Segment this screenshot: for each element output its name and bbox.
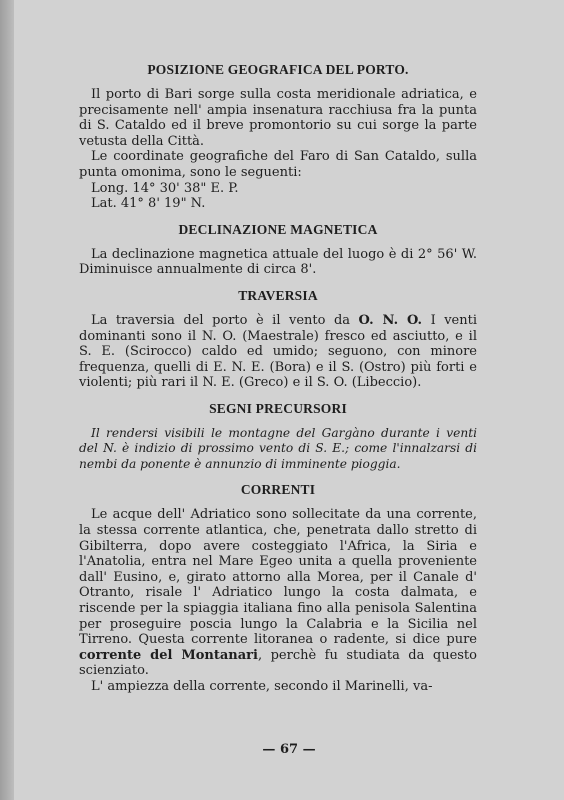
heading-declinazione-magnetica: DECLINAZIONE MAGNETICA xyxy=(178,221,378,237)
heading-correnti: CORRENTI xyxy=(240,482,316,498)
text-correnti-end: , perchè fu studiata da questo scienziato. xyxy=(79,647,477,679)
book-page xyxy=(14,0,564,800)
coordinate-longitude: Long. 14° 30' 38" E. P. xyxy=(91,180,239,196)
text-correnti-start: Le acque dell' Adriatico sono sollecitate da una corrente, la stessa corrente atlantica, che, penetrata dallo stretto di Gibilterra, dopo avere costeggiato l'Africa, la Siria e l'Anatolia, entra nel Mare Egeo unita a quella proveniente dall' Eusino, e, girato attorno alla Morea, per il Canale d' Otranto, risale l' Adriatico lungo la costa dalmata, e riscende per la spiaggia italiana fino alla penisola Salentina per proseguire poscia lungo la Calabria e la Sicilia nel Tirreno. Questa corrente litoranea o radente, si dice pure xyxy=(79,507,477,648)
coordinate-latitude: Lat. 41° 8' 19" N. xyxy=(91,196,206,212)
heading-traversia: TRAVERSIA xyxy=(238,287,318,303)
paragraph-segni-precursori: Il rendersi visibili le montagne del Gargàno durante i venti del N. è indizio di prossimo vento di S. E.; come l'innalzarsi di nembi da ponente è annunzio di imminente pioggia. xyxy=(79,425,477,471)
heading-segni-precursori: SEGNI PRECURSORI xyxy=(209,400,347,416)
text-traversia-start: La traversia del porto è il vento da xyxy=(91,312,359,328)
text-traversia-rest: I venti dominanti sono il N. O. (Maestrale) fresco ed asciutto, e il S. E. (Scirocco) caldo ed umido; seguono, con minore frequenza, quelli di E. N. E. (Bora) e il S. (Ostro) più forti e violenti; più rari il N. E. (Greco) e il S. O. (Libeccio). xyxy=(79,312,478,391)
paragraph-porto-description: Il porto di Bari sorge sulla costa meridionale adriatica, e precisamente nell' ampia insenatura racchiusa fra la punta di S. Cataldo ed il breve promontorio su cui sorge la parte vetusta della Città. xyxy=(79,87,477,149)
paragraph-traversia xyxy=(79,313,477,391)
text-traversia-wind: O. N. O. xyxy=(358,312,423,328)
page-number: — 67 — xyxy=(262,742,316,757)
text-corrente-montanari: corrente del Montanari xyxy=(79,647,258,663)
paragraph-coordinates-intro: Le coordinate geografiche del Faro di San Cataldo, sulla punta omonima, sono le seguenti: xyxy=(79,149,477,180)
book-spine-shadow xyxy=(0,0,14,800)
page-content xyxy=(79,62,477,695)
paragraph-correnti xyxy=(79,507,477,679)
paragraph-ampiezza: L' ampiezza della corrente, secondo il Marinelli, va- xyxy=(91,678,433,694)
paragraph-declinazione: La declinazione magnetica attuale del luogo è di 2° 56' W. Diminuisce annualmente di circa 8'. xyxy=(79,246,477,278)
heading-posizione-geografica: POSIZIONE GEOGRAFICA DEL PORTO. xyxy=(147,62,409,77)
